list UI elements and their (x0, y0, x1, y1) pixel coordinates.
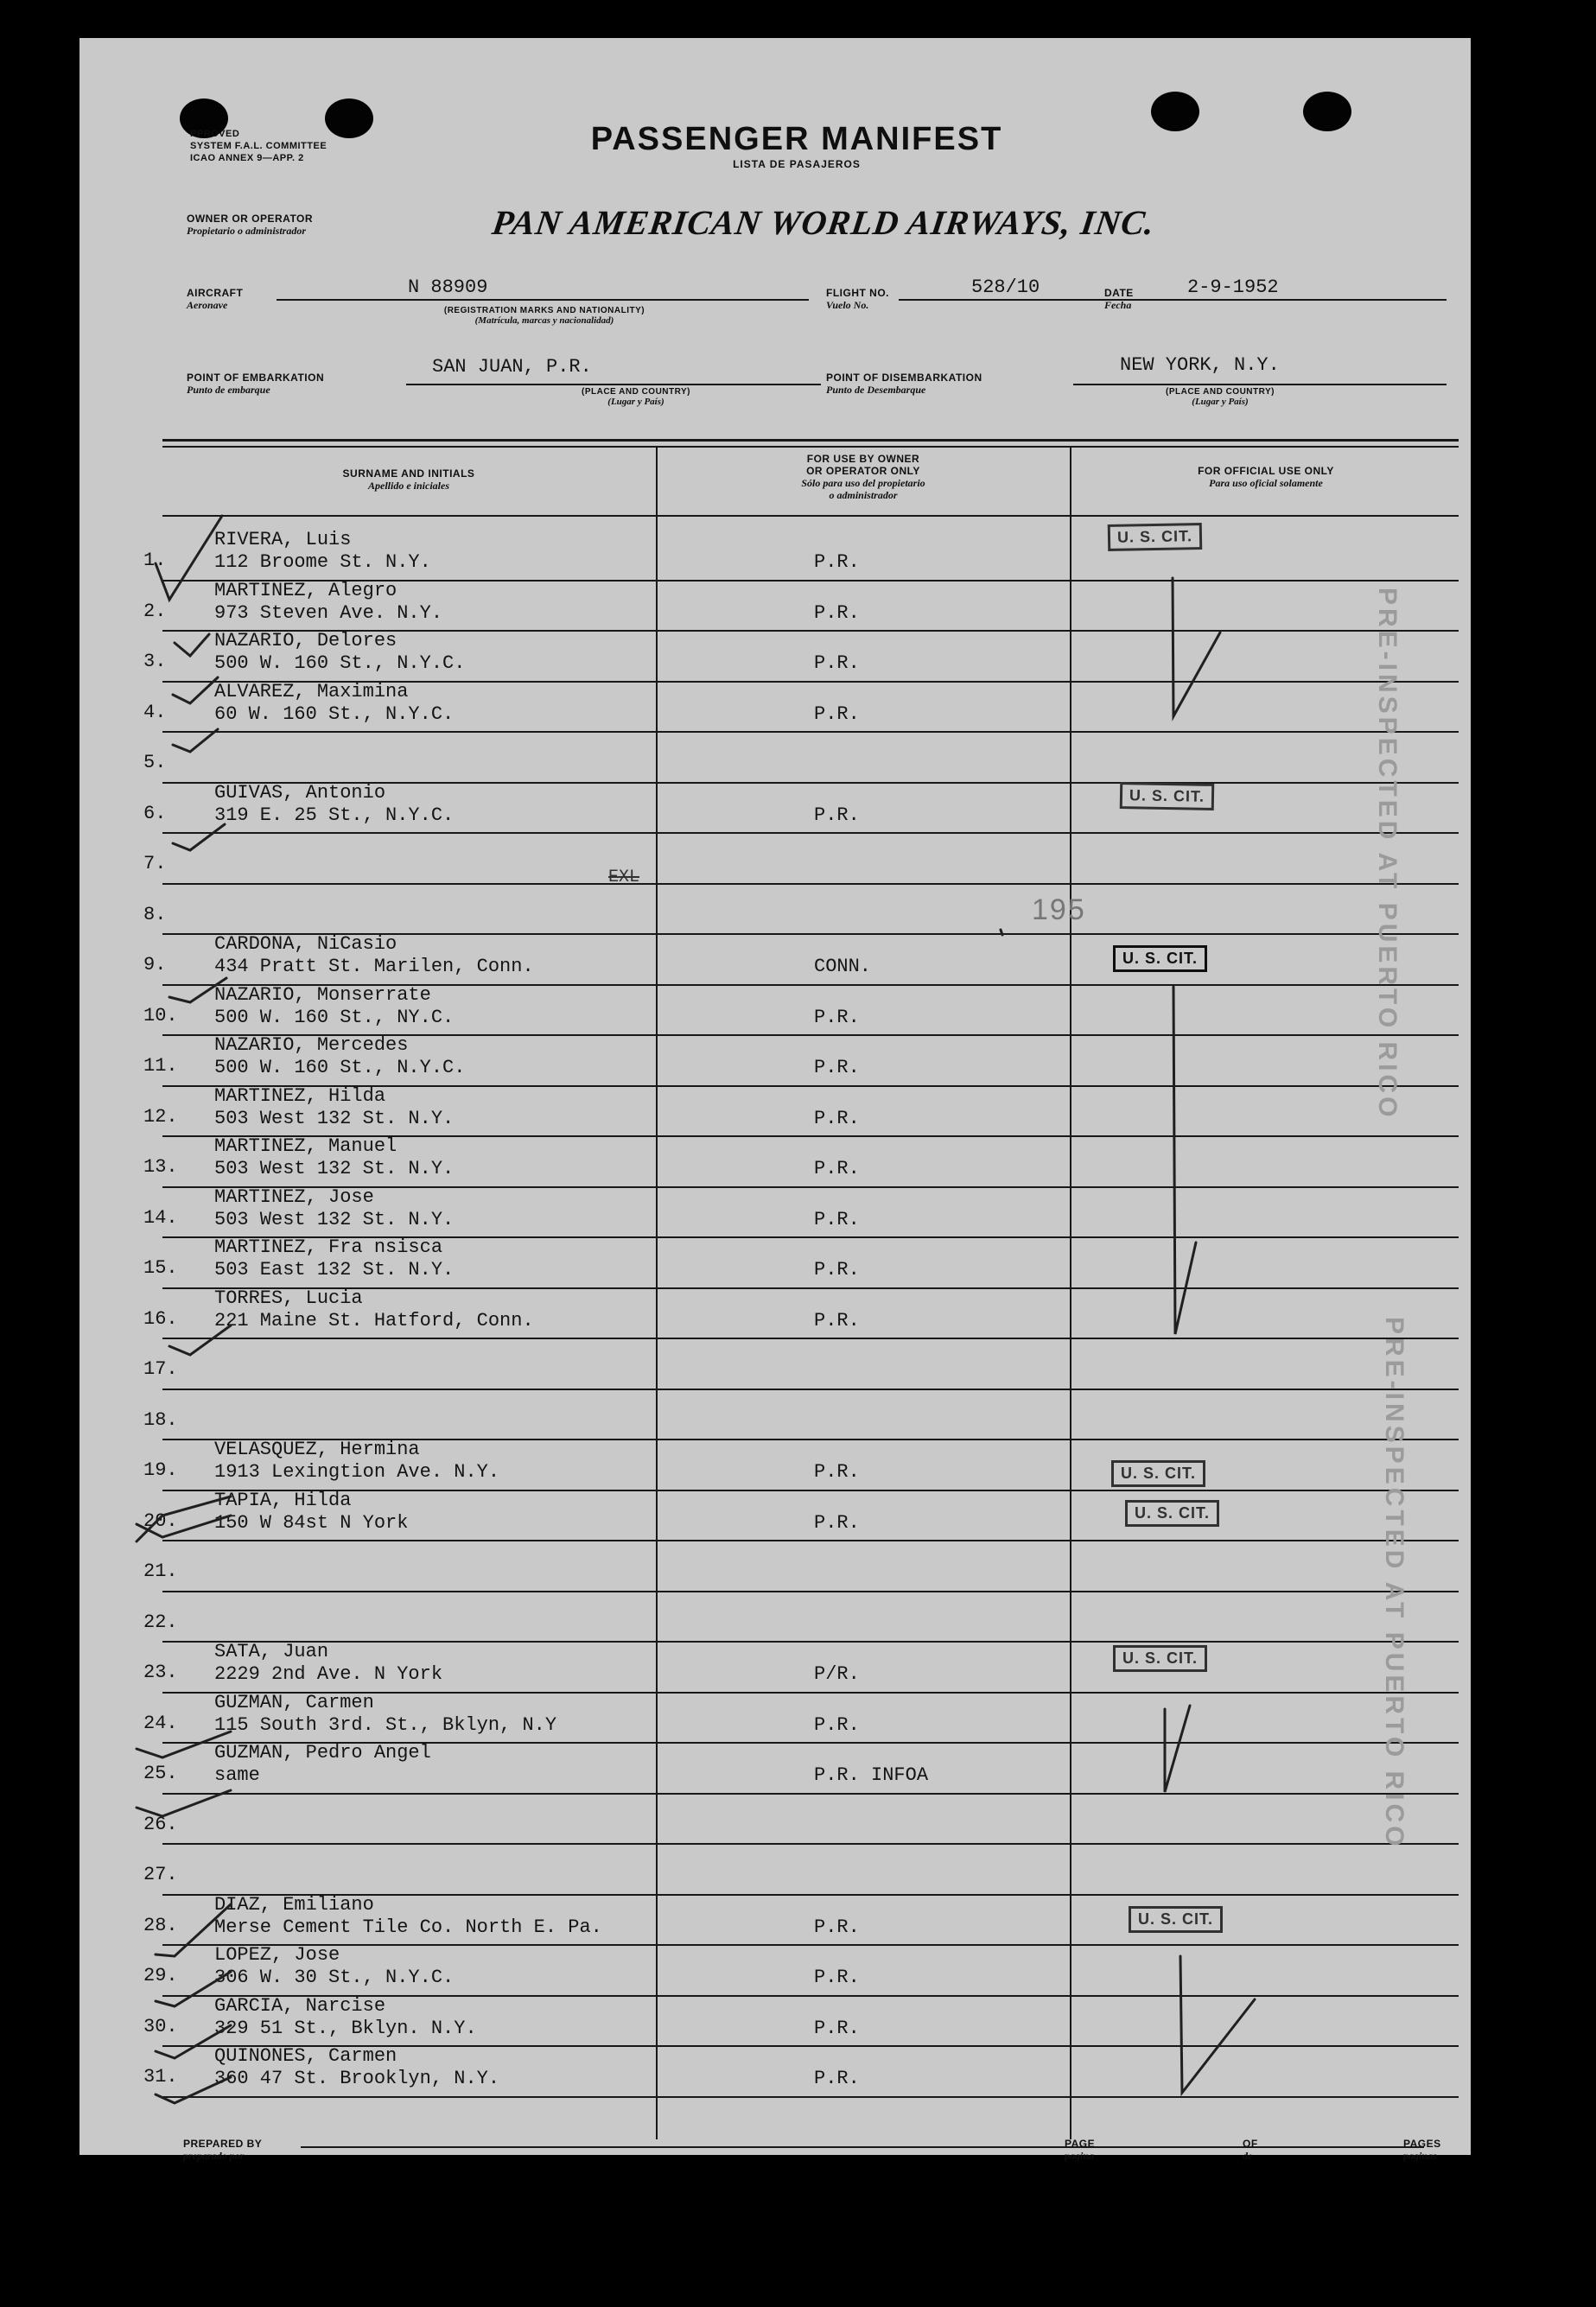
check-mark (1165, 1706, 1190, 1792)
passenger-name: RIVERA, Luis (214, 529, 352, 550)
col-owner-label-es: o administrador (829, 489, 898, 501)
embark-label: POINT OF EMBARKATION (187, 372, 325, 384)
place-note-es: (Lugar y País) (1192, 397, 1249, 407)
us-cit-stamp: U. S. CIT. (1111, 1460, 1205, 1487)
manifest-sheet (79, 38, 1471, 2162)
operator-entry: P.R. (814, 1259, 860, 1281)
page-label-es: pagina (1065, 2150, 1095, 2162)
operator-entry: P/R. (814, 1663, 860, 1685)
row-number: 13. (143, 1156, 178, 1178)
date-label: DATE (1104, 287, 1134, 299)
pages-label-block (1403, 2138, 1441, 2162)
operator-entry: P.R. (814, 804, 860, 826)
passenger-name: TORRES, Lucia (214, 1287, 363, 1309)
passenger-name: QUINONES, Carmen (214, 2045, 397, 2067)
footer-spacer (188, 2155, 1398, 2156)
operator-entry: P.R. (814, 1916, 860, 1938)
tick-mark (175, 634, 209, 656)
disembark-label-es: Punto de Desembarque (826, 384, 926, 396)
registration-note-es: (Matrícula, marcas y nacionalidad) (474, 315, 614, 326)
row-number: 2. (143, 600, 167, 622)
of-label-es: de (1243, 2150, 1253, 2162)
row-number: 19. (143, 1459, 178, 1481)
row-number: 18. (143, 1408, 178, 1431)
passenger-address: 503 East 132 St. N.Y. (214, 1259, 455, 1281)
row-number: 26. (143, 1813, 178, 1835)
operator-entry: P.R. (814, 1967, 860, 1988)
operator-entry: P.R. (814, 2068, 860, 2089)
tick-mark (173, 677, 218, 703)
us-cit-stamp: U. S. CIT. (1113, 945, 1207, 972)
row-number: 3. (143, 651, 167, 672)
row-number: 6. (143, 802, 167, 824)
page-title: PASSENGER MANIFEST (590, 121, 1003, 157)
owner-label-es: Propietario o administrador (187, 225, 307, 237)
passenger-name: MARTINEZ, Hilda (214, 1084, 386, 1107)
row-number: 21. (143, 1560, 178, 1582)
tick-mark (173, 729, 218, 752)
pages-label-es: paginas (1403, 2150, 1437, 2162)
pages-label: PAGES (1403, 2138, 1441, 2150)
col-owner-label: FOR USE BY OWNER (806, 453, 920, 465)
check-mark (1173, 987, 1196, 1334)
row-number: 30. (143, 2015, 178, 2037)
row-number: 14. (143, 1206, 178, 1229)
place-note-es: (Lugar y País) (607, 397, 664, 407)
aircraft-value: N 88909 (408, 276, 488, 298)
col-official-label-es: Para uso oficial solamente (1209, 477, 1323, 489)
us-cit-stamp: U. S. CIT. (1125, 1500, 1219, 1527)
passenger-name: TAPIA, Hilda (214, 1489, 352, 1511)
passenger-name: MARTINEZ, Alegro (214, 579, 397, 601)
tick-mark (156, 2025, 231, 2058)
passenger-name: GUZMAN, Carmen (214, 1691, 374, 1713)
operator-entry: P.R. (814, 1208, 860, 1230)
date-value: 2-9-1952 (1187, 276, 1279, 298)
operator-entry: P.R. (814, 601, 860, 624)
passenger-name: ALVAREZ, Maximina (214, 680, 409, 702)
operator-entry: P.R. (814, 1511, 860, 1534)
operator-entry: P.R. (814, 1057, 860, 1078)
row-number: 11. (143, 1055, 178, 1077)
row-number: 16. (143, 1307, 178, 1330)
prepared-by-block (183, 2138, 262, 2162)
hand-marks (79, 38, 1471, 2155)
passenger-address: 2229 2nd Ave. N York (214, 1663, 443, 1685)
passenger-address: 973 Steven Ave. N.Y. (214, 601, 443, 624)
row-number: 25. (143, 1763, 178, 1784)
flight-label: FLIGHT NO. (826, 287, 889, 299)
passenger-address: Merse Cement Tile Co. North E. Pa. (214, 1916, 602, 1938)
passenger-name: VELASQUEZ, Hermina (214, 1439, 420, 1460)
approval-line: SYSTEM F.A.L. COMMITTEE (190, 141, 327, 151)
passenger-address: 503 West 132 St. N.Y. (214, 1208, 455, 1230)
passenger-address: 360 47 St. Brooklyn, N.Y. (214, 2068, 500, 2089)
col-names-label-es: Apellido e iniciales (368, 480, 449, 492)
place-note: (PLACE AND COUNTRY) (1166, 387, 1275, 397)
row-number: 9. (143, 954, 167, 976)
passenger-address: 329 51 St., Bklyn. N.Y. (214, 2017, 477, 2039)
pencil-mark (1001, 930, 1002, 935)
tick-mark (137, 1790, 231, 1816)
page-label-block (1065, 2138, 1095, 2162)
row-number: 12. (143, 1105, 178, 1128)
tick-mark (156, 2077, 231, 2103)
row-number: 1. (143, 550, 167, 571)
tick-mark (156, 1972, 231, 2006)
flight-label-es: Vuelo No. (826, 299, 869, 311)
embark-label-es: Punto de embarque (187, 384, 270, 396)
passenger-name: SATA, Juan (214, 1641, 329, 1662)
us-cit-stamp: U. S. CIT. (1129, 1906, 1223, 1933)
passenger-address: 150 W 84st N York (214, 1511, 409, 1534)
row-number: 29. (143, 1965, 178, 1986)
us-cit-stamp: U. S. CIT. (1108, 523, 1203, 551)
embark-value: SAN JUAN, P.R. (432, 356, 592, 378)
passenger-address: 319 E. 25 St., N.Y.C. (214, 804, 455, 826)
row-number: 15. (143, 1257, 178, 1279)
operator-entry: P.R. (814, 1006, 860, 1028)
check-mark (1173, 578, 1220, 716)
tick-mark (156, 1904, 231, 1956)
passenger-address: same (214, 1764, 260, 1786)
row-number: 31. (143, 2066, 178, 2088)
passenger-address: 500 W. 160 St., N.Y.C. (214, 652, 466, 674)
vertical-preinspected-stamp: PRE-INSPECTED AT PUERTO RICO (1380, 1317, 1408, 1850)
approval-line: PPROVED (190, 129, 240, 139)
operator-entry: P.R. (814, 1309, 860, 1331)
row-number: 17. (143, 1358, 178, 1380)
tick-mark (156, 516, 222, 600)
passenger-address: 221 Maine St. Hatford, Conn. (214, 1309, 534, 1331)
of-line (1269, 2146, 1424, 2148)
approval-line: ICAO ANNEX 9—APP. 2 (190, 153, 304, 163)
operator-entry: P.R. INFOA (814, 1764, 929, 1786)
page-subtitle: LISTA DE PASAJEROS (733, 158, 861, 170)
passenger-address: 60 W. 160 St., N.Y.C. (214, 702, 455, 725)
disembark-value: NEW YORK, N.Y. (1120, 354, 1280, 376)
col-owner-label: OR OPERATOR ONLY (806, 465, 920, 477)
row-number: 28. (143, 1914, 178, 1936)
operator-entry: CONN. (814, 956, 872, 977)
tick-mark (137, 1732, 231, 1757)
col-owner-label-es: Sólo para uso del propietario (801, 477, 925, 489)
col-names-label: SURNAME AND INITIALS (342, 467, 475, 480)
row-number: 10. (143, 1004, 178, 1026)
us-cit-stamp: U. S. CIT. (1113, 1645, 1207, 1672)
passenger-name: DIAZ, Emiliano (214, 1893, 374, 1916)
disembark-label: POINT OF DISEMBARKATION (826, 372, 982, 384)
of-label: OF (1243, 2138, 1258, 2150)
passenger-name: MARTINEZ, Jose (214, 1185, 374, 1208)
row-number: 4. (143, 701, 167, 723)
passenger-name: CARDONA, NiCasio (214, 933, 397, 955)
passenger-name: GARCIA, Narcise (214, 1994, 386, 2017)
owner-value: PAN AMERICAN WORLD AIRWAYS, INC. (489, 203, 1158, 242)
passenger-name: LOPEZ, Jose (214, 1944, 340, 1966)
page-label: PAGE (1065, 2138, 1096, 2150)
check-mark (1180, 1956, 1255, 2093)
row-number: 27. (143, 1864, 178, 1885)
us-cit-stamp: U. S. CIT. (1120, 782, 1215, 810)
passenger-address: 1913 Lexingtion Ave. N.Y. (214, 1461, 500, 1483)
tick-mark (169, 978, 226, 1002)
operator-entry: P.R. (814, 1158, 860, 1179)
operator-entry: P.R. (814, 2017, 860, 2039)
pencil-number: 195 (1032, 893, 1086, 926)
passenger-address: 115 South 3rd. St., Bklyn, N.Y (214, 1713, 557, 1736)
operator-entry: P.R. (814, 1713, 860, 1736)
passenger-address: 500 W. 160 St., N.Y.C. (214, 1057, 466, 1078)
row-number: 23. (143, 1662, 178, 1683)
prepared-by-label-es: preparado por (183, 2150, 245, 2162)
passenger-name: GUZMAN, Pedro Angel (214, 1742, 431, 1764)
operator-entry: P.R. (814, 702, 860, 725)
prepared-by-line (301, 2146, 1165, 2148)
row-number: 5. (143, 752, 167, 773)
passenger-name: NAZARIO, Delores (214, 630, 397, 651)
passenger-name: MARTINEZ, Manuel (214, 1135, 397, 1157)
passenger-address: 503 West 132 St. N.Y. (214, 1107, 455, 1129)
operator-entry: P.R. (814, 551, 860, 573)
place-note: (PLACE AND COUNTRY) (582, 387, 690, 397)
passenger-name: NAZARIO, Mercedes (214, 1034, 409, 1056)
passenger-name: MARTINEZ, Fra nsisca (214, 1236, 443, 1258)
operator-entry: P.R. (814, 652, 860, 674)
passenger-address: 306 W. 30 St., N.Y.C. (214, 1967, 455, 1988)
row-number: 20. (143, 1509, 178, 1532)
col-official-label: FOR OFFICIAL USE ONLY (1198, 465, 1334, 477)
tick-mark (173, 824, 225, 850)
passenger-address: 112 Broome St. N.Y. (214, 551, 431, 573)
owner-label: OWNER OR OPERATOR (187, 213, 314, 225)
row-number: 8. (143, 903, 167, 925)
passenger-address: 503 West 132 St. N.Y. (214, 1158, 455, 1179)
operator-entry: P.R. (814, 1461, 860, 1483)
passenger-name: NAZARIO, Monserrate (214, 983, 431, 1006)
tick-mark (169, 1325, 231, 1355)
date-label-es: Fecha (1104, 299, 1132, 311)
row-number: 22. (143, 1611, 178, 1633)
registration-note: (REGISTRATION MARKS AND NATIONALITY) (443, 306, 645, 315)
row-number: 24. (143, 1712, 178, 1734)
passenger-address: 500 W. 160 St., NY.C. (214, 1006, 455, 1028)
of-label-block (1243, 2138, 1258, 2162)
prepared-by-label: PREPARED BY (183, 2138, 263, 2150)
vertical-preinspected-stamp: PRE-INSPECTED AT PUERTO RICO (1373, 588, 1402, 1121)
aircraft-label: AIRCRAFT (187, 287, 244, 299)
passenger-name: GUIVAS, Antonio (214, 781, 386, 804)
exl-mark: EXL (608, 868, 640, 887)
passenger-address: 434 Pratt St. Marilen, Conn. (214, 956, 534, 977)
flight-value: 528/10 (971, 276, 1040, 298)
row-number: 7. (143, 853, 167, 874)
operator-entry: P.R. (814, 1107, 860, 1129)
aircraft-label-es: Aeronave (187, 299, 228, 311)
